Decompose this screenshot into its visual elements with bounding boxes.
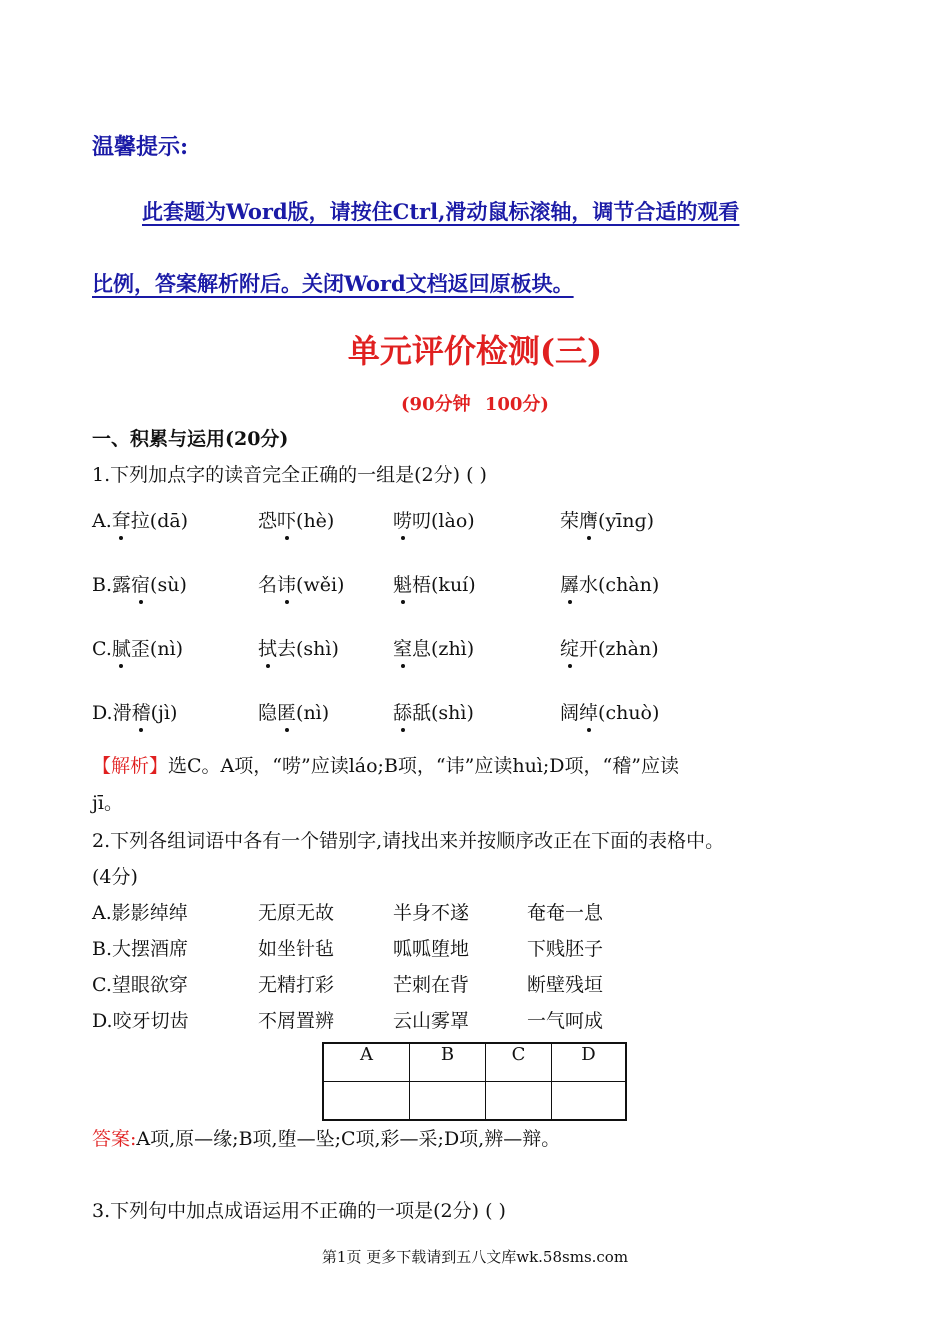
q1-option [560, 634, 659, 661]
option-text-after: 歪(nì) [130, 638, 184, 660]
q1-option [393, 634, 474, 661]
option-text-after: (yīnɡ) [598, 510, 655, 532]
option-text-after: 去(shì) [277, 638, 339, 660]
q1-analysis-cont: jī。 [92, 792, 123, 814]
section-heading: 一、积累与运用(20分) [92, 428, 289, 450]
q2-stem-1: 2.下列各组词语中各有一个错别字,请找出来并按顺序改正在下面的表格中。 [92, 830, 725, 852]
table-header-c: C [486, 1043, 552, 1082]
q2-option: 一气呵成 [527, 1010, 604, 1032]
dotted-char: 讳 [277, 570, 296, 597]
table-cell-c [486, 1082, 552, 1121]
q2-option: 下贱胚子 [527, 938, 604, 960]
option-text-after: 叨(lào) [412, 510, 475, 532]
option-text-after: (jì) [150, 702, 178, 724]
q1-option [393, 570, 476, 597]
dotted-char: 宿 [131, 570, 150, 597]
page-subtitle: (90分钟 100分) [401, 394, 549, 415]
table-cell-b [410, 1082, 486, 1121]
q1-option [258, 698, 329, 725]
option-text-after: (sù) [150, 574, 187, 596]
q1-option [393, 698, 474, 725]
option-text-after: 梧(kuí) [412, 574, 476, 596]
option-text-after: 息(zhì) [412, 638, 475, 660]
analysis-label: 【解析】 [92, 755, 169, 777]
dotted-char: 耷 [112, 506, 131, 533]
dotted-char: 稽 [132, 698, 151, 725]
table-cell-d [552, 1082, 627, 1121]
q1-option [92, 698, 177, 725]
dotted-char: 拭 [258, 634, 277, 661]
option-text-after: 拉(dā) [130, 510, 189, 532]
q2-option: B.大摆酒席 [92, 938, 189, 960]
option-text-after: (chuò) [598, 702, 660, 724]
q1-option [92, 634, 183, 661]
option-text-after: (nì) [296, 702, 330, 724]
dotted-char: 舔 [393, 698, 412, 725]
option-text-before: 名 [258, 574, 278, 596]
q2-option: 无精打彩 [258, 974, 335, 996]
q3-stem: 3.下列句中加点成语运用不正确的一项是(2分) ( ) [92, 1200, 506, 1222]
q2-option: C.望眼欲穿 [92, 974, 188, 996]
q1-option [258, 570, 344, 597]
q2-option: 呱呱堕地 [393, 938, 470, 960]
table-header-d: D [552, 1043, 627, 1082]
q2-answer [92, 1124, 560, 1151]
dotted-char: 匿 [277, 698, 296, 725]
q1-option [560, 506, 654, 533]
analysis-text: 选C。A项，“唠”应读láo;B项，“讳”应读huì;D项，“稽”应读 [168, 755, 679, 777]
option-text-before: 露 [112, 574, 132, 596]
q1-option [393, 506, 475, 533]
option-text-before: 隐 [258, 702, 278, 724]
q1-stem: 1.下列加点字的读音完全正确的一组是(2分) ( ) [92, 464, 487, 486]
page-footer: 第1页 更多下载请到五八文库wk.58sms.com [321, 1248, 629, 1266]
q1-option [560, 570, 659, 597]
dotted-char: 绽 [560, 634, 579, 661]
answer-text: A项,原—缘;B项,堕—坠;C项,彩—采;D项,辨—辩。 [136, 1128, 561, 1150]
q2-option: 云山雾罩 [393, 1010, 470, 1032]
q2-option: 断壁残垣 [527, 974, 604, 996]
option-text-after: 舐(shì) [412, 702, 474, 724]
option-text-pre: C. [92, 638, 112, 660]
option-text-pre: B. [92, 574, 113, 596]
table-header-b: B [410, 1043, 486, 1082]
q2-option: A.影影绰绰 [92, 902, 188, 924]
q1-option [92, 506, 188, 533]
option-text-pre: A. [92, 510, 112, 532]
q2-option: 芒刺在背 [393, 974, 470, 996]
q2-option: 如坐针毡 [258, 938, 335, 960]
q2-option: 无原无故 [258, 902, 335, 924]
answer-label: 答案: [92, 1128, 137, 1150]
dotted-char: 魁 [393, 570, 412, 597]
dotted-char: 膺 [579, 506, 598, 533]
option-text-after: (hè) [296, 510, 335, 532]
tip-title: 温馨提示: [92, 134, 189, 160]
option-text-before: 阔 [560, 702, 580, 724]
option-text-after: (wěi) [296, 574, 345, 596]
dotted-char: 绰 [579, 698, 598, 725]
dotted-char: 吓 [277, 506, 296, 533]
table-cell-a [323, 1082, 410, 1121]
option-text-before: 荣 [560, 510, 580, 532]
q1-option [258, 506, 334, 533]
q2-option: 半身不遂 [393, 902, 470, 924]
dotted-char: 唠 [393, 506, 412, 533]
q1-option [92, 570, 187, 597]
q2-stem-2: (4分) [92, 866, 138, 888]
dotted-char: 羼 [560, 570, 579, 597]
option-text-pre: D. [92, 702, 113, 724]
table-header-a: A [323, 1043, 410, 1082]
q1-analysis [92, 751, 679, 778]
q2-option: D.咬牙切齿 [92, 1010, 189, 1032]
page-title: 单元评价检测(三) [347, 332, 603, 370]
tip-line-1: 此套题为Word版，请按住Ctrl,滑动鼠标滚轴，调节合适的观看 [142, 199, 740, 224]
q1-option [560, 698, 659, 725]
answer-table [322, 1042, 627, 1121]
dotted-char: 窒 [393, 634, 412, 661]
option-text-after: 水(chàn) [579, 574, 660, 596]
dotted-char: 腻 [112, 634, 131, 661]
q2-option: 不屑置辨 [258, 1010, 335, 1032]
q2-option: 奄奄一息 [527, 902, 604, 924]
option-text-before: 滑 [112, 702, 132, 724]
q1-option [258, 634, 339, 661]
option-text-before: 恐 [258, 510, 278, 532]
tip-line-2: 比例，答案解析附后。关闭Word文档返回原板块。 [92, 271, 574, 296]
option-text-after: 开(zhàn) [579, 638, 659, 660]
